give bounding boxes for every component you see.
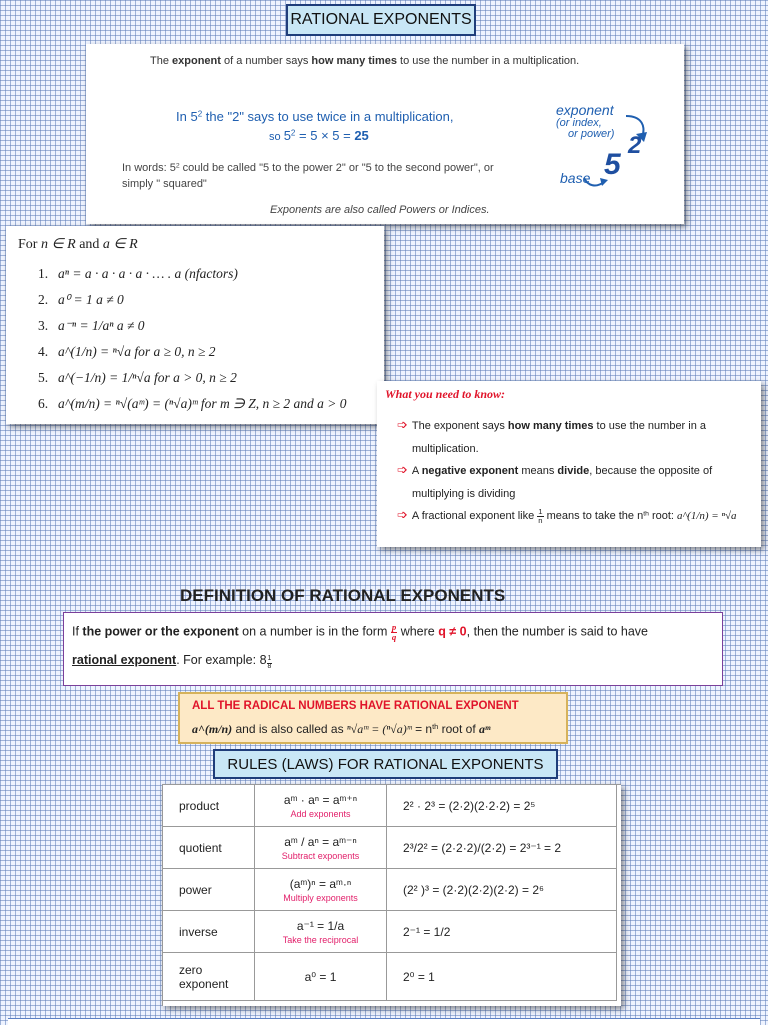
law-text: a^(m/n) = ⁿ√(aᵐ) = (ⁿ√a)ᵐ for m ∋ Z, n ≥ 2 and a > 0 — [58, 396, 347, 411]
rule-example: 2⁰ = 1 — [387, 953, 617, 1001]
law-text: a⁰ = 1 a ≠ 0 — [58, 292, 124, 307]
rule-name: quotient — [163, 827, 255, 869]
law-number: 4. — [38, 344, 49, 359]
rule-example: 2⁻¹ = 1/2 — [387, 911, 617, 953]
rule-name: zero exponent — [163, 953, 255, 1001]
intro-footer: Exponents are also called Powers or Indices. — [270, 204, 490, 216]
rule-law: aᵐ / aⁿ = aᵐ⁻ⁿ — [284, 834, 357, 849]
law-number: 2. — [38, 292, 49, 307]
diagram-exponent-number: 2 — [628, 132, 642, 159]
intro-line1: The exponent of a number says how many times to use the number in a multiplication. — [150, 55, 580, 67]
arrow-icon: ➩ — [397, 507, 408, 522]
rule-law: a⁰ = 1 — [304, 969, 337, 984]
law-item — [38, 396, 347, 422]
law-number: 5. — [38, 370, 49, 385]
law-item — [38, 344, 347, 370]
need-to-know-bullet-1: ➩ The exponent says how many times to use the number in a multiplication. — [397, 417, 707, 455]
law-item — [38, 292, 347, 318]
law-item — [38, 370, 347, 396]
need-to-know-heading: What you need to know: — [385, 387, 506, 401]
definition-line2: rational exponent. For example: 8 $^{\frac{1}{8}}$ — [72, 653, 272, 670]
rule-example: 2³/2² = (2·2·2)/(2·2) = 2³⁻¹ = 2 — [387, 827, 617, 869]
rules-table-row — [163, 911, 621, 953]
law-item — [38, 266, 347, 292]
law-number: 3. — [38, 318, 49, 333]
need-to-know-bullet-2: ➩ A negative exponent means divide, because the opposite of multiplying is dividing — [397, 462, 713, 500]
rule-law: aᵐ · aⁿ = aᵐ⁺ⁿ — [283, 792, 358, 807]
rule-note: Take the reciprocal — [282, 934, 359, 945]
intro-box — [86, 44, 684, 224]
exponent-diagram — [548, 100, 668, 210]
rules-table — [162, 784, 621, 1006]
definition-box — [63, 612, 723, 686]
definition-heading: DEFINITION OF RATIONAL EXPONENTS — [180, 586, 506, 605]
diagram-base-label: base — [560, 170, 591, 186]
rules-table-row — [163, 953, 621, 1001]
rules-table-row — [163, 785, 621, 827]
rule-law: (aᵐ)ⁿ = aᵐ·ⁿ — [289, 876, 352, 891]
definition-line1: If the power or the exponent on a number is in the form $\frac{p}{q}$ where q ≠ 0, then the number is said to have — [72, 622, 648, 642]
intro-words-line1: In words: $5^2$ could be called "5 to the power 2" or "5 to the second power", or — [122, 162, 494, 174]
rule-note: Add exponents — [290, 808, 351, 819]
intro-words-line2: simply " squared" — [122, 178, 207, 190]
rule-law-cell — [255, 785, 387, 827]
diagram-or-power-label: or power) — [568, 128, 615, 140]
rule-law-cell — [255, 911, 387, 953]
law-number: 6. — [38, 396, 49, 411]
rule-law-cell — [255, 869, 387, 911]
diagram-base-number: 5 — [604, 148, 621, 181]
law-text: a^(1/n) = ⁿ√a for a ≥ 0, n ≥ 2 — [58, 344, 216, 359]
law-number: 1. — [38, 266, 49, 281]
rule-example: 2² · 2³ = (2·2)(2·2·2) = 2⁵ — [387, 785, 617, 827]
rule-name: inverse — [163, 911, 255, 953]
law-item — [38, 318, 347, 344]
arrow-icon: ➩ — [397, 417, 408, 432]
diagram-exponent-label: exponent — [556, 102, 614, 118]
diagram-or-index-label: (or index, — [556, 117, 602, 129]
need-to-know-bullet-3: ➩ A fractional exponent like $\frac{1}{n}$ means to take the $n^{th}$ root: a^(1/n) = ⁿ√a — [397, 506, 737, 525]
need-to-know-box — [377, 381, 761, 547]
rule-note: Multiply exponents — [283, 892, 358, 903]
radical-box-title: ALL THE RADICAL NUMBERS HAVE RATIONAL EXPONENT — [192, 700, 519, 712]
intro-example-line1: In $5^2$ the "2" says to use twice in a multiplication, — [176, 109, 454, 124]
rule-name: power — [163, 869, 255, 911]
title-banner: RATIONAL EXPONENTS — [286, 4, 476, 36]
rule-name: product — [163, 785, 255, 827]
laws-list — [38, 266, 347, 422]
rule-example: (2² )³ = (2·2)(2·2)(2·2) = 2⁶ — [387, 869, 617, 911]
rule-note: Subtract exponents — [281, 850, 360, 861]
rule-law-cell — [255, 827, 387, 869]
intro-example-line2: so $5^2 = 5 \times 5 = 25$ — [269, 128, 369, 143]
radical-box-line: a^(m/n) and is also called as ⁿ√aᵐ = (ⁿ√a)ᵐ = $n^{th}$ root of aᵐ — [192, 722, 491, 737]
law-text: a^(−1/n) = 1/ⁿ√a for a > 0, n ≥ 2 — [58, 370, 237, 385]
rule-law-cell — [255, 953, 387, 1001]
arrow-icon: ➩ — [397, 462, 408, 477]
rules-table-row — [163, 869, 621, 911]
rules-table-row — [163, 827, 621, 869]
rules-banner: RULES (LAWS) FOR RATIONAL EXPONENTS — [213, 749, 558, 779]
radical-box — [178, 692, 568, 744]
laws-box — [6, 226, 384, 424]
law-text: aⁿ = a · a · a · a · … . a (nfactors) — [58, 266, 238, 281]
rule-law: a⁻¹ = 1/a — [296, 918, 345, 933]
law-text: a⁻ⁿ = 1/aⁿ a ≠ 0 — [58, 318, 145, 333]
laws-header: For n ∈ R and a ∈ R — [18, 237, 138, 252]
